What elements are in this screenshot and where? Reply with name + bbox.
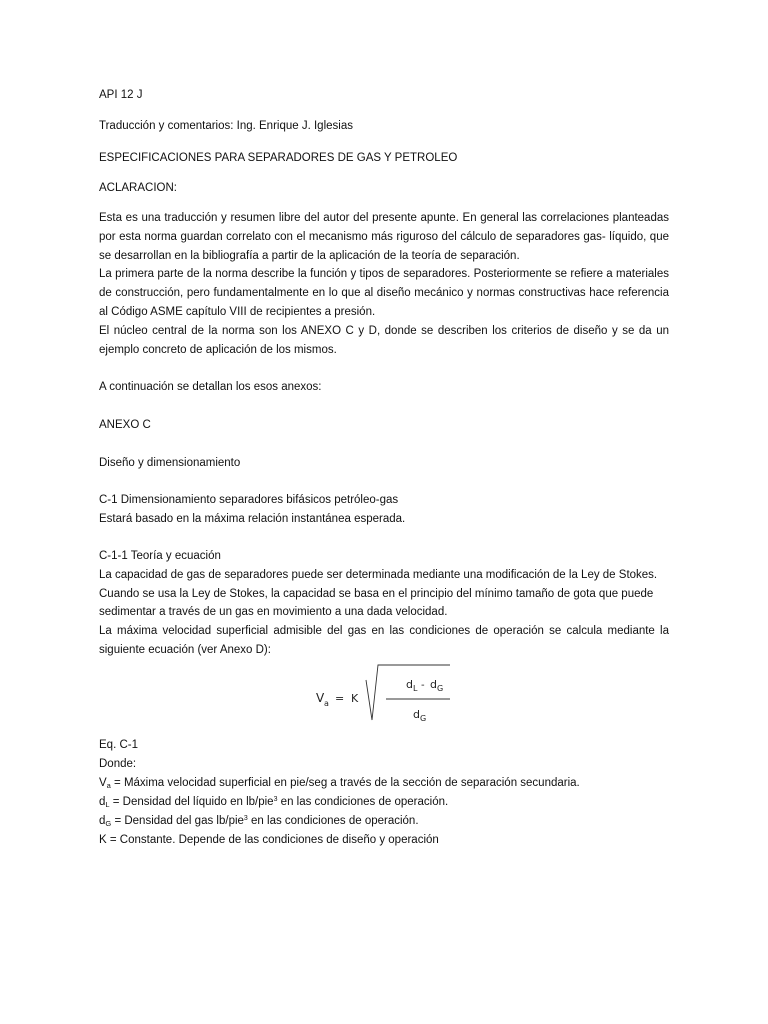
- intro-section: [99, 209, 669, 359]
- aclaracion-heading: ACLARACION:: [99, 182, 177, 194]
- c11-line-1: La capacidad de gas de separadores puede ser determinada mediante una modificación de la Ley de Stokes.: [99, 569, 658, 581]
- definition-dg: [99, 814, 419, 830]
- eq-lhs-subscript: a: [324, 699, 329, 708]
- donde-label: Donde:: [99, 758, 137, 770]
- eq-constant-k: K: [351, 692, 359, 705]
- stokes-equation: [300, 660, 470, 735]
- c1-heading: C-1 Dimensionamiento separadores bifásicos petróleo-gas: [99, 494, 399, 506]
- va-subscript: a: [106, 781, 111, 790]
- doc-title: API 12 J: [99, 89, 143, 101]
- eq-num-dg: d: [430, 678, 437, 691]
- dg-subscript: G: [105, 819, 112, 828]
- va-symbol: V: [99, 777, 107, 789]
- va-description: = Máxima velocidad superficial en pie/seg a través de la sección de separación secundaria.: [110, 777, 580, 789]
- definition-va: [99, 776, 580, 791]
- dl-subscript: L: [105, 800, 110, 809]
- intro-paragraph-2: La primera parte de la norma describe la función y tipos de separadores. Posteriormente se refiere a materiales de construcción, pero fundamentalmente en lo que al diseño mecánico y normas constructivas hace referencia al Código ASME capítulo VIII de recipientes a presión.: [99, 268, 669, 318]
- dl-symbol: d: [99, 796, 106, 808]
- definition-k: K = Constante. Depende de las condiciones de diseño y operación: [99, 834, 439, 846]
- annex-c-heading: ANEXO C: [99, 419, 151, 431]
- translation-credit: Traducción y comentarios: Ing. Enrique J. Iglesias: [99, 120, 353, 132]
- dl-tail: en las condiciones de operación.: [277, 796, 449, 808]
- spec-heading: ESPECIFICACIONES PARA SEPARADORES DE GAS Y PETROLEO: [99, 152, 458, 164]
- eq-den-dg-sub: G: [420, 714, 427, 723]
- dg-symbol: d: [99, 815, 106, 827]
- equation-graphic: [300, 660, 470, 735]
- eq-lhs-symbol: V: [316, 691, 325, 705]
- dg-tail: en las condiciones de operación.: [247, 815, 419, 827]
- dl-description: = Densidad del líquido en lb/pie: [109, 796, 274, 808]
- c1-text: Estará basado en la máxima relación instantánea esperada.: [99, 513, 406, 525]
- eq-minus: -: [421, 680, 425, 691]
- annex-intro: A continuación se detallan los esos anexos:: [99, 381, 322, 393]
- eq-num-dg-sub: G: [437, 684, 444, 693]
- annex-c-subtitle: Diseño y dimensionamiento: [99, 457, 241, 469]
- intro-paragraph-1: Esta es una traducción y resumen libre del autor del presente apunte. En general las correlaciones planteadas por esta norma guardan correlato con el mecanismo más riguroso del cálculo de separadores gas- líquido, que se desarrollan en la bibliografía a partir de la aplicación de la teoría de separación.: [99, 212, 669, 262]
- c11-heading: C-1-1 Teoría y ecuación: [99, 550, 221, 562]
- c11-paragraph-2: La máxima velocidad superficial admisible del gas en las condiciones de operación se calcula mediante la siguiente ecuación (ver Anexo D):: [99, 625, 669, 656]
- dg-superscript: 3: [243, 815, 248, 822]
- eq-den-dg: d: [413, 708, 420, 721]
- eq-equals: =: [335, 692, 345, 705]
- c11-line-3: sedimentar a través de un gas en movimiento a una dada velocidad.: [99, 606, 448, 618]
- dl-superscript: 3: [273, 796, 278, 803]
- eq-num-dl-sub: L: [413, 684, 418, 693]
- equation-label: Eq. C-1: [99, 739, 138, 751]
- eq-num-dl: d: [406, 678, 413, 691]
- c11-line-2: Cuando se usa la Ley de Stokes, la capacidad se basa en el principio del mínimo tamaño de gota que puede: [99, 588, 654, 600]
- definition-dl: [99, 795, 448, 811]
- intro-paragraph-3: El núcleo central de la norma son los ANEXO C y D, donde se describen los criterios de diseño y se da un ejemplo concreto de aplicación de los mismos.: [99, 324, 669, 356]
- dg-description: = Densidad del gas lb/pie: [111, 815, 244, 827]
